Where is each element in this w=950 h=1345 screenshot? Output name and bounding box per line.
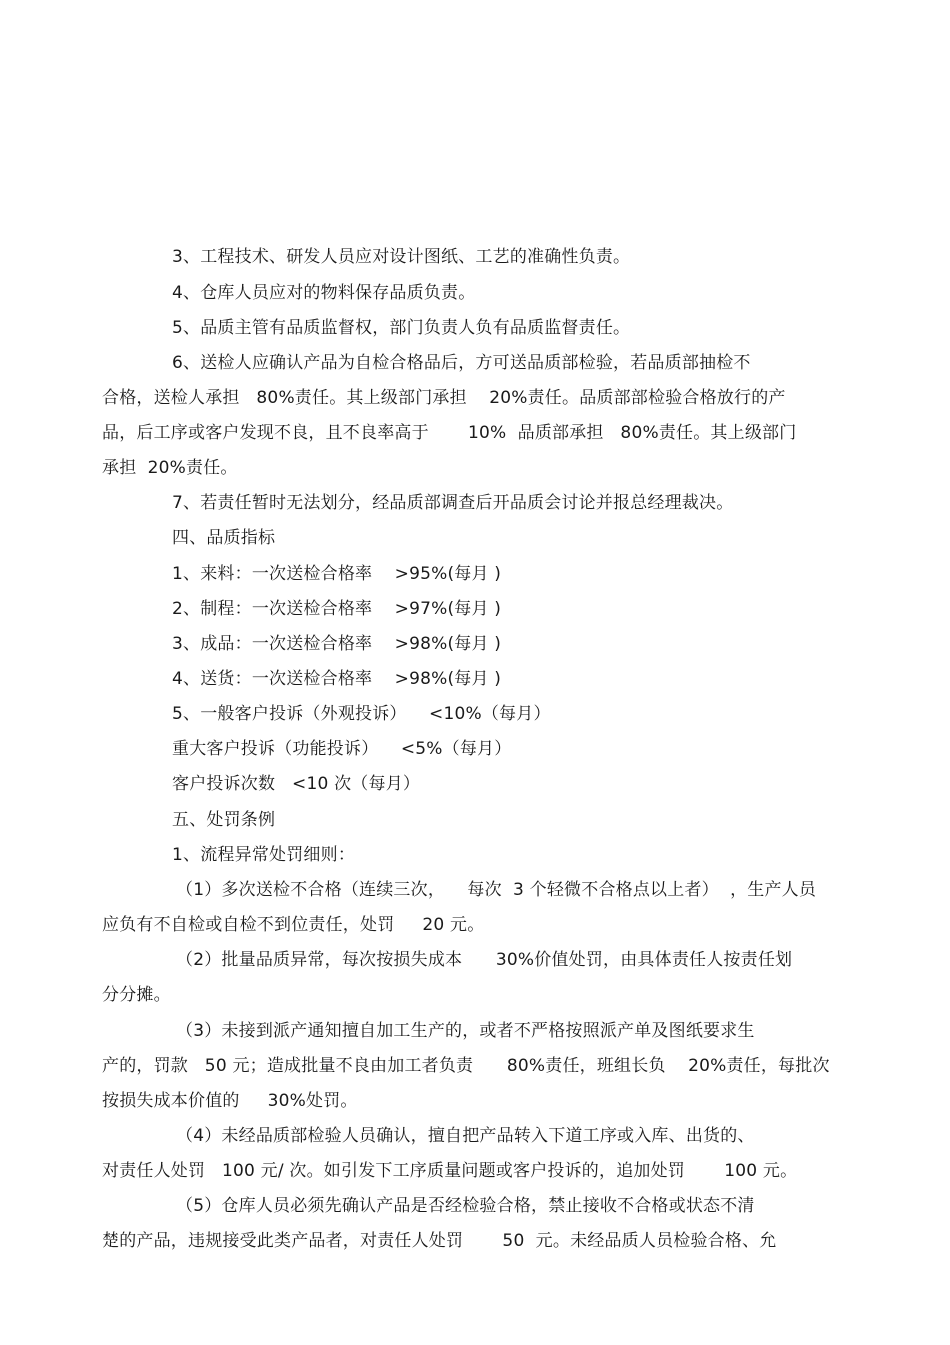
text-line: 应负有不自检或自检不到位责任，处罚 20 元。 bbox=[102, 915, 485, 935]
text-line: 5、一般客户投诉（外观投诉） <10%（每月） bbox=[172, 704, 551, 724]
section-heading: 四、品质指标 bbox=[172, 528, 276, 548]
text-line: （5）仓库人员必须先确认产品是否经检验合格，禁止接收不合格或状态不清 bbox=[176, 1196, 755, 1216]
text-line: 承担 20%责任。 bbox=[102, 458, 238, 478]
text-line: 合格，送检人承担 80%责任。其上级部门承担 20%责任。品质部部检验合格放行的产 bbox=[102, 388, 786, 408]
text-line: 5、品质主管有品质监督权，部门负责人负有品质监督责任。 bbox=[172, 318, 631, 338]
text-line: （4）未经品质部检验人员确认，擅自把产品转入下道工序或入库、出货的、 bbox=[176, 1126, 755, 1146]
text-line: 2、制程：一次送检合格率 >97%(每月 ) bbox=[172, 599, 502, 619]
text-line: 对责任人处罚 100 元/ 次。如引发下工序质量问题或客户投诉的，追加处罚 100 元。 bbox=[102, 1161, 798, 1181]
text-line: （2）批量品质异常，每次按损失成本 30%价值处罚，由具体责任人按责任划 bbox=[176, 950, 793, 970]
text-line: 1、流程异常处罚细则： bbox=[172, 845, 356, 865]
text-line: 3、成品：一次送检合格率 >98%(每月 ) bbox=[172, 634, 502, 654]
text-line: 品，后工序或客户发现不良，且不良率高于 10% 品质部承担 80%责任。其上级部门 bbox=[102, 423, 797, 443]
text-line: 产的，罚款 50 元；造成批量不良由加工者负责 80%责任，班组长负 20%责任，每批次 bbox=[102, 1056, 830, 1076]
text-line: 7、若责任暂时无法划分，经品质部调查后开品质会讨论并报总经理裁决。 bbox=[172, 493, 734, 513]
text-line: 按损失成本价值的 30%处罚。 bbox=[102, 1091, 358, 1111]
text-line: （1）多次送检不合格（连续三次， 每次 3 个轻微不合格点以上者） ，生产人员 bbox=[176, 880, 817, 900]
text-line: 分分摊。 bbox=[102, 985, 171, 1005]
text-line: 重大客户投诉（功能投诉） <5%（每月） bbox=[172, 739, 512, 759]
text-line: （3）未接到派产通知擅自加工生产的，或者不严格按照派产单及图纸要求生 bbox=[176, 1021, 755, 1041]
section-heading: 五、处罚条例 bbox=[172, 810, 276, 830]
text-line: 1、来料：一次送检合格率 >95%(每月 ) bbox=[172, 564, 502, 584]
text-line: 4、仓库人员应对的物料保存品质负责。 bbox=[172, 283, 476, 303]
text-line: 3、工程技术、研发人员应对设计图纸、工艺的准确性负责。 bbox=[172, 247, 631, 267]
text-line: 客户投诉次数 <10 次（每月） bbox=[172, 774, 421, 794]
text-line: 6、送检人应确认产品为自检合格品后，方可送品质部检验，若品质部抽检不 bbox=[172, 353, 751, 373]
text-line: 楚的产品，违规接受此类产品者，对责任人处罚 50 元。未经品质人员检验合格、允 bbox=[102, 1231, 777, 1251]
text-line: 4、送货：一次送检合格率 >98%(每月 ) bbox=[172, 669, 502, 689]
